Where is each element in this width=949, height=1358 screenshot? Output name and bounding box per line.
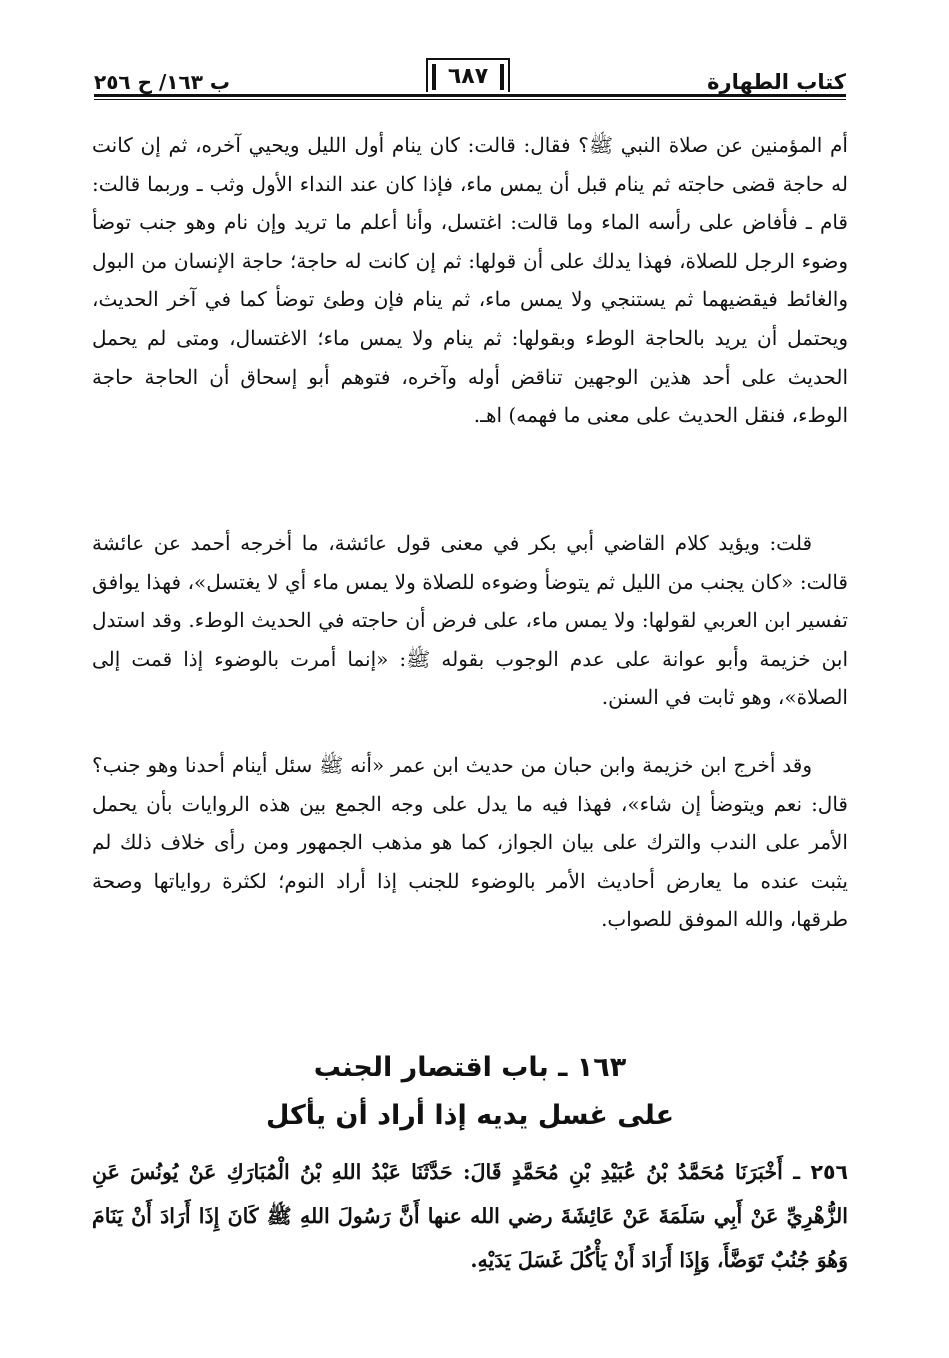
hadith-body: أَخْبَرَنَا مُحَمَّدُ بْنُ عُبَيْدِ بْنِ مُحَمَّدٍ قَالَ: حَدَّثَنَا عَبْدُ اللهِ بْنُ الْمُبَارَكِ عَنْ يُونُسَ عَنِ الزُّهْرِيِّ عَنْ أَبِي سَلَمَةَ عَنْ عَائِشَةَ رضي الله عنها أَنَّ رَسُولَ اللهِ ﷺ كَانَ إِذَا أَرَادَ أَنْ يَنَامَ وَهُوَ جُنُبٌ تَوَضَّأَ، وَإِذَا أَرَادَ أَنْ يَأْكُلَ غَسَلَ يَدَيْهِ. [92, 1160, 848, 1272]
commentary-paragraph-1: أم المؤمنين عن صلاة النبي ﷺ؟ فقال: قالت: كان ينام أول الليل ويحيي آخره، ثم إن كانت له حاجة قضى حاجته ثم ينام قبل أن يمس ماء، فإذا كان عند النداء الأول وثب ـ وربما قالت: قام ـ فأفاض على رأسه الماء وما قالت: اغتسل، وأنا أعلم ما تريد وإن نام وهو جنب توضأ وضوء الرجل للصلاة، فهذا يدلك على أن قولها: ثم إن كانت له حاجة؛ حاجة الإنسان من البول والغائط فيقضيهما ثم يستنجي ولا يمس ماء، ثم ينام فإن وطئ توضأ كما في آخر الحديث، ويحتمل أن يريد بالحاجة الوطء وبقولها: ثم ينام ولا يمس ماء؛ الاغتسال، ومتى لم يحمل الحديث على أحد هذين الوجهين تناقض أوله وآخره، فتوهم أبو إسحاق أن الحاجة حاجة الوطء، فنقل الحديث على معنى ما فهمه) اهـ. [92, 133, 848, 428]
chapter-heading [92, 1044, 848, 1140]
chapter-heading-line-1: ١٦٣ ـ باب اقتصار الجنب [313, 1052, 627, 1083]
hadith-number: ٢٥٦ ـ [793, 1160, 848, 1184]
page-number: ٦٨٧ [426, 58, 510, 92]
header-divider-thin [94, 99, 846, 100]
chapter-reference: ب ١٦٣/ ح ٢٥٦ [94, 70, 230, 94]
page-header [94, 58, 846, 104]
book-title: كتاب الطهارة [707, 70, 846, 94]
chapter-heading-line-2: على غسل يديه إذا أراد أن يأكل [265, 1100, 675, 1131]
hadith-text [92, 1150, 848, 1282]
commentary-paragraph-2: قلت: ويؤيد كلام القاضي أبي بكر في معنى قول عائشة، ما أخرجه أحمد عن عائشة قالت: «كان يجنب من الليل ثم يتوضأ وضوءه للصلاة ولا يمس ماء أي لا يغتسل»، فهذا يوافق تفسير ابن العربي لقولها: ولا يمس ماء، على فرض أن حاجته في الحديث الوطء. وقد استدل ابن خزيمة وأبو عوانة على عدم الوجوب بقوله ﷺ: «إنما أمرت بالوضوء إذا قمت إلى الصلاة»، وهو ثابت في السنن. [92, 531, 848, 710]
commentary-paragraph-3: وقد أخرج ابن خزيمة وابن حبان من حديث ابن عمر «أنه ﷺ سئل أينام أحدنا وهو جنب؟ قال: نعم ويتوضأ إن شاء»، فهذا فيه ما يدل على وجه الجمع بين هذه الروايات بأن يحمل الأمر على الندب والترك على بيان الجواز، كما هو مذهب الجمهور ومن رأى خلاف ذلك لم يثبت عنده ما يعارض أحاديث الأمر بالوضوء للجنب إذا أراد النوم؛ لكثرة رواياتها وصحة طرقها، والله الموفق للصواب. [92, 753, 848, 932]
header-divider [94, 94, 846, 97]
